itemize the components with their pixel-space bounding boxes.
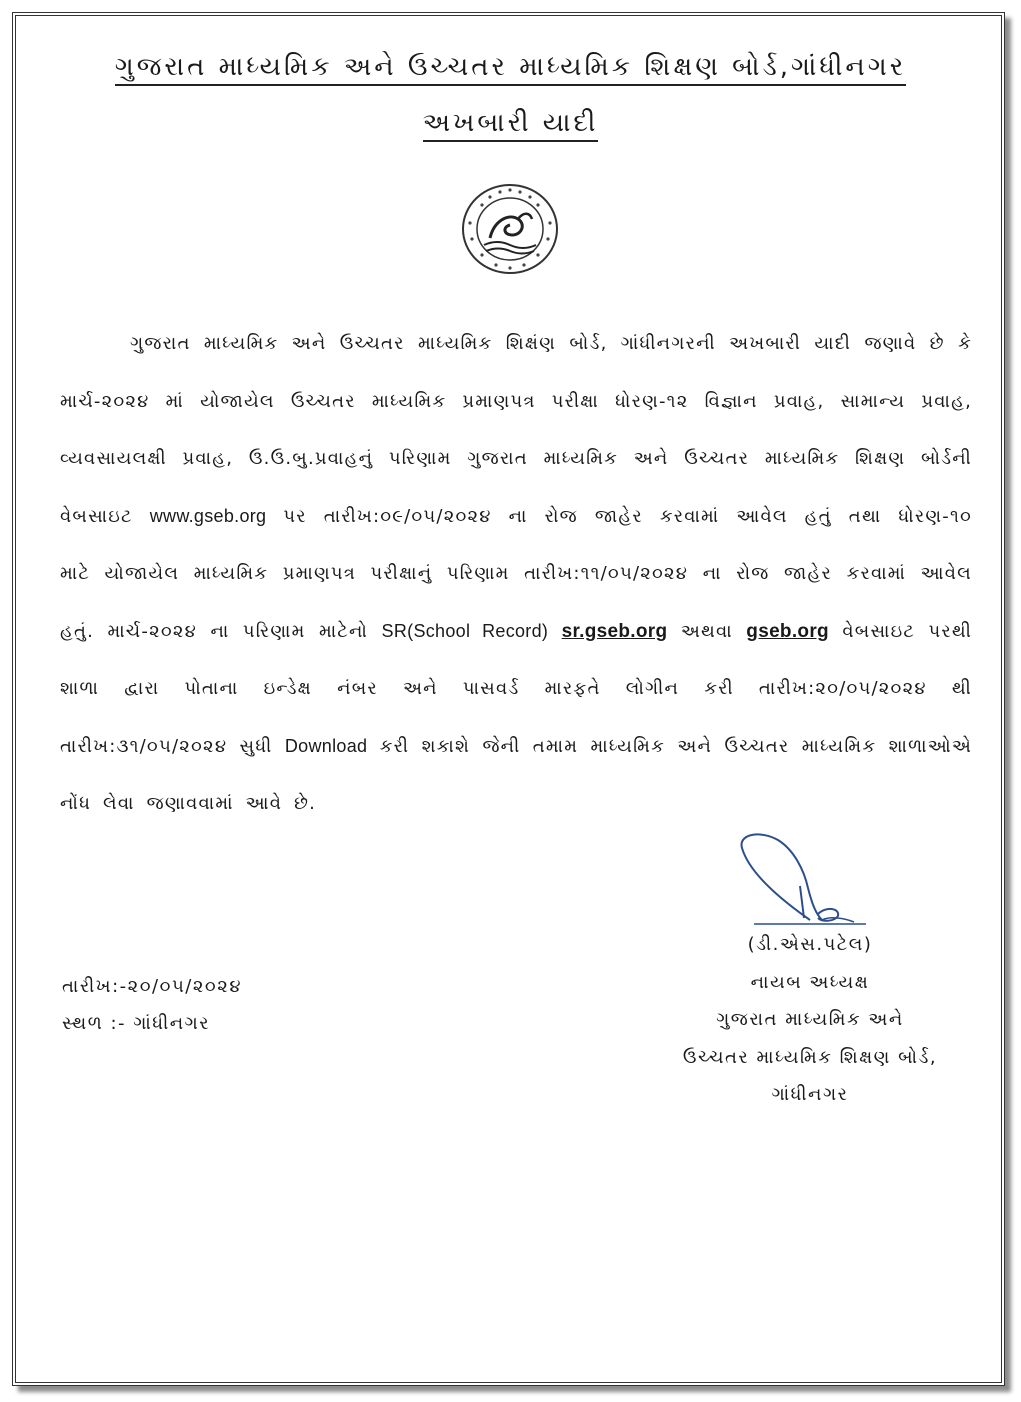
place-label: સ્થળ :- ગાંધીનગર [62, 1013, 211, 1034]
body-line-5: માટે યોજાયેલ માધ્યમિક પ્રમાણપત્ર પરીક્ષાનું પરિણામ તારીખ:૧૧/૦૫/૨૦૨૪ ના રોજ જાહેર કરવામાં આવેલ [60, 563, 972, 584]
signatory-org-line-1: ગુજરાત માધ્યમિક અને [716, 1009, 904, 1030]
sr-gseb-link[interactable]: sr.gseb.org [561, 620, 668, 642]
body-line-3: વ્યવસાયલક્ષી પ્રવાહ, ઉ.ઉ.બુ.પ્રવાહનું પરિણામ ગુજરાત માધ્યમિક અને ઉચ્ચતર માધ્યમિક શિક્ષણ બોર્ડની [60, 448, 972, 469]
signatory-org-line-3: ગાંધીનગર [771, 1084, 849, 1105]
press-release-body [60, 315, 972, 833]
date-place-block [62, 968, 242, 1042]
body-line-7: શાળા દ્વારા પોતાના ઇન્ડેક્ષ નંબર અને પાસવર્ડ મારફતે લોગીન કરી તારીખ:૨૦/૦૫/૨૦૨૪ થી [60, 678, 972, 699]
date-label: તારીખ:-૨૦/૦૫/૨૦૨૪ [62, 976, 242, 997]
signatory-block [660, 926, 960, 1114]
body-line-8: તારીખ:૩૧/૦૫/૨૦૨૪ સુધી Download કરી શકાશે જેની તમામ માધ્યમિક અને ઉચ્ચતર માધ્યમિક શાળાઓએ [60, 735, 973, 757]
body-line-1: ગુજરાત માધ્યમિક અને ઉચ્ચતર માધ્યમિક શિક્ષંણ બોર્ડ, ગાંધીનગરની અખબારી યાદી જણાવે છે કે [130, 333, 972, 354]
body-line-6: હતું. માર્ચ-૨૦૨૪ ના પરિણામ માટેનો SR(School Record) sr.gseb.org અથવા gseb.org વેબસાઇટ પરથી [60, 620, 973, 642]
school-record-label: SR(School Record) [381, 620, 549, 641]
signatory-designation: નાયબ અધ્યક્ષ [750, 971, 870, 993]
gseb-website-text: www.gseb.org [149, 505, 267, 526]
download-word: Download [284, 735, 368, 756]
gseb-link[interactable]: gseb.org [746, 620, 829, 642]
signatory-name: (ડી.એસ.પટેલ) [747, 934, 873, 955]
body-line-9: નોંધ લેવા જણાવવામાં આવે છે. [60, 793, 317, 814]
document-title: ગુજરાત માધ્યમિક અને ઉચ્ચતર માધ્યમિક શિક્ષણ બોર્ડ,ગાંધીનગર [0, 52, 1021, 83]
board-seal-icon [460, 183, 560, 275]
body-line-2: માર્ચ-૨૦૨૪ માં યોજાયેલ ઉચ્ચતર માધ્યમિક પ્રમાણપત્ર પરીક્ષા ધોરણ-૧૨ વિજ્ઞાન પ્રવાહ, સામાન્ય પ્રવાહ, [60, 390, 972, 412]
signature-icon [730, 826, 870, 936]
document-subtitle: અખબારી યાદી [0, 108, 1021, 139]
body-line-4: વેબસાઇટ www.gseb.org પર તારીખ:૦૯/૦૫/૨૦૨૪ ના રોજ જાહેર કરવામાં આવેલ હતું તથા ધોરણ-૧૦ [60, 505, 973, 527]
signatory-org-line-2: ઉચ્ચતર માધ્યમિક શિક્ષણ બોર્ડ, [682, 1046, 938, 1068]
